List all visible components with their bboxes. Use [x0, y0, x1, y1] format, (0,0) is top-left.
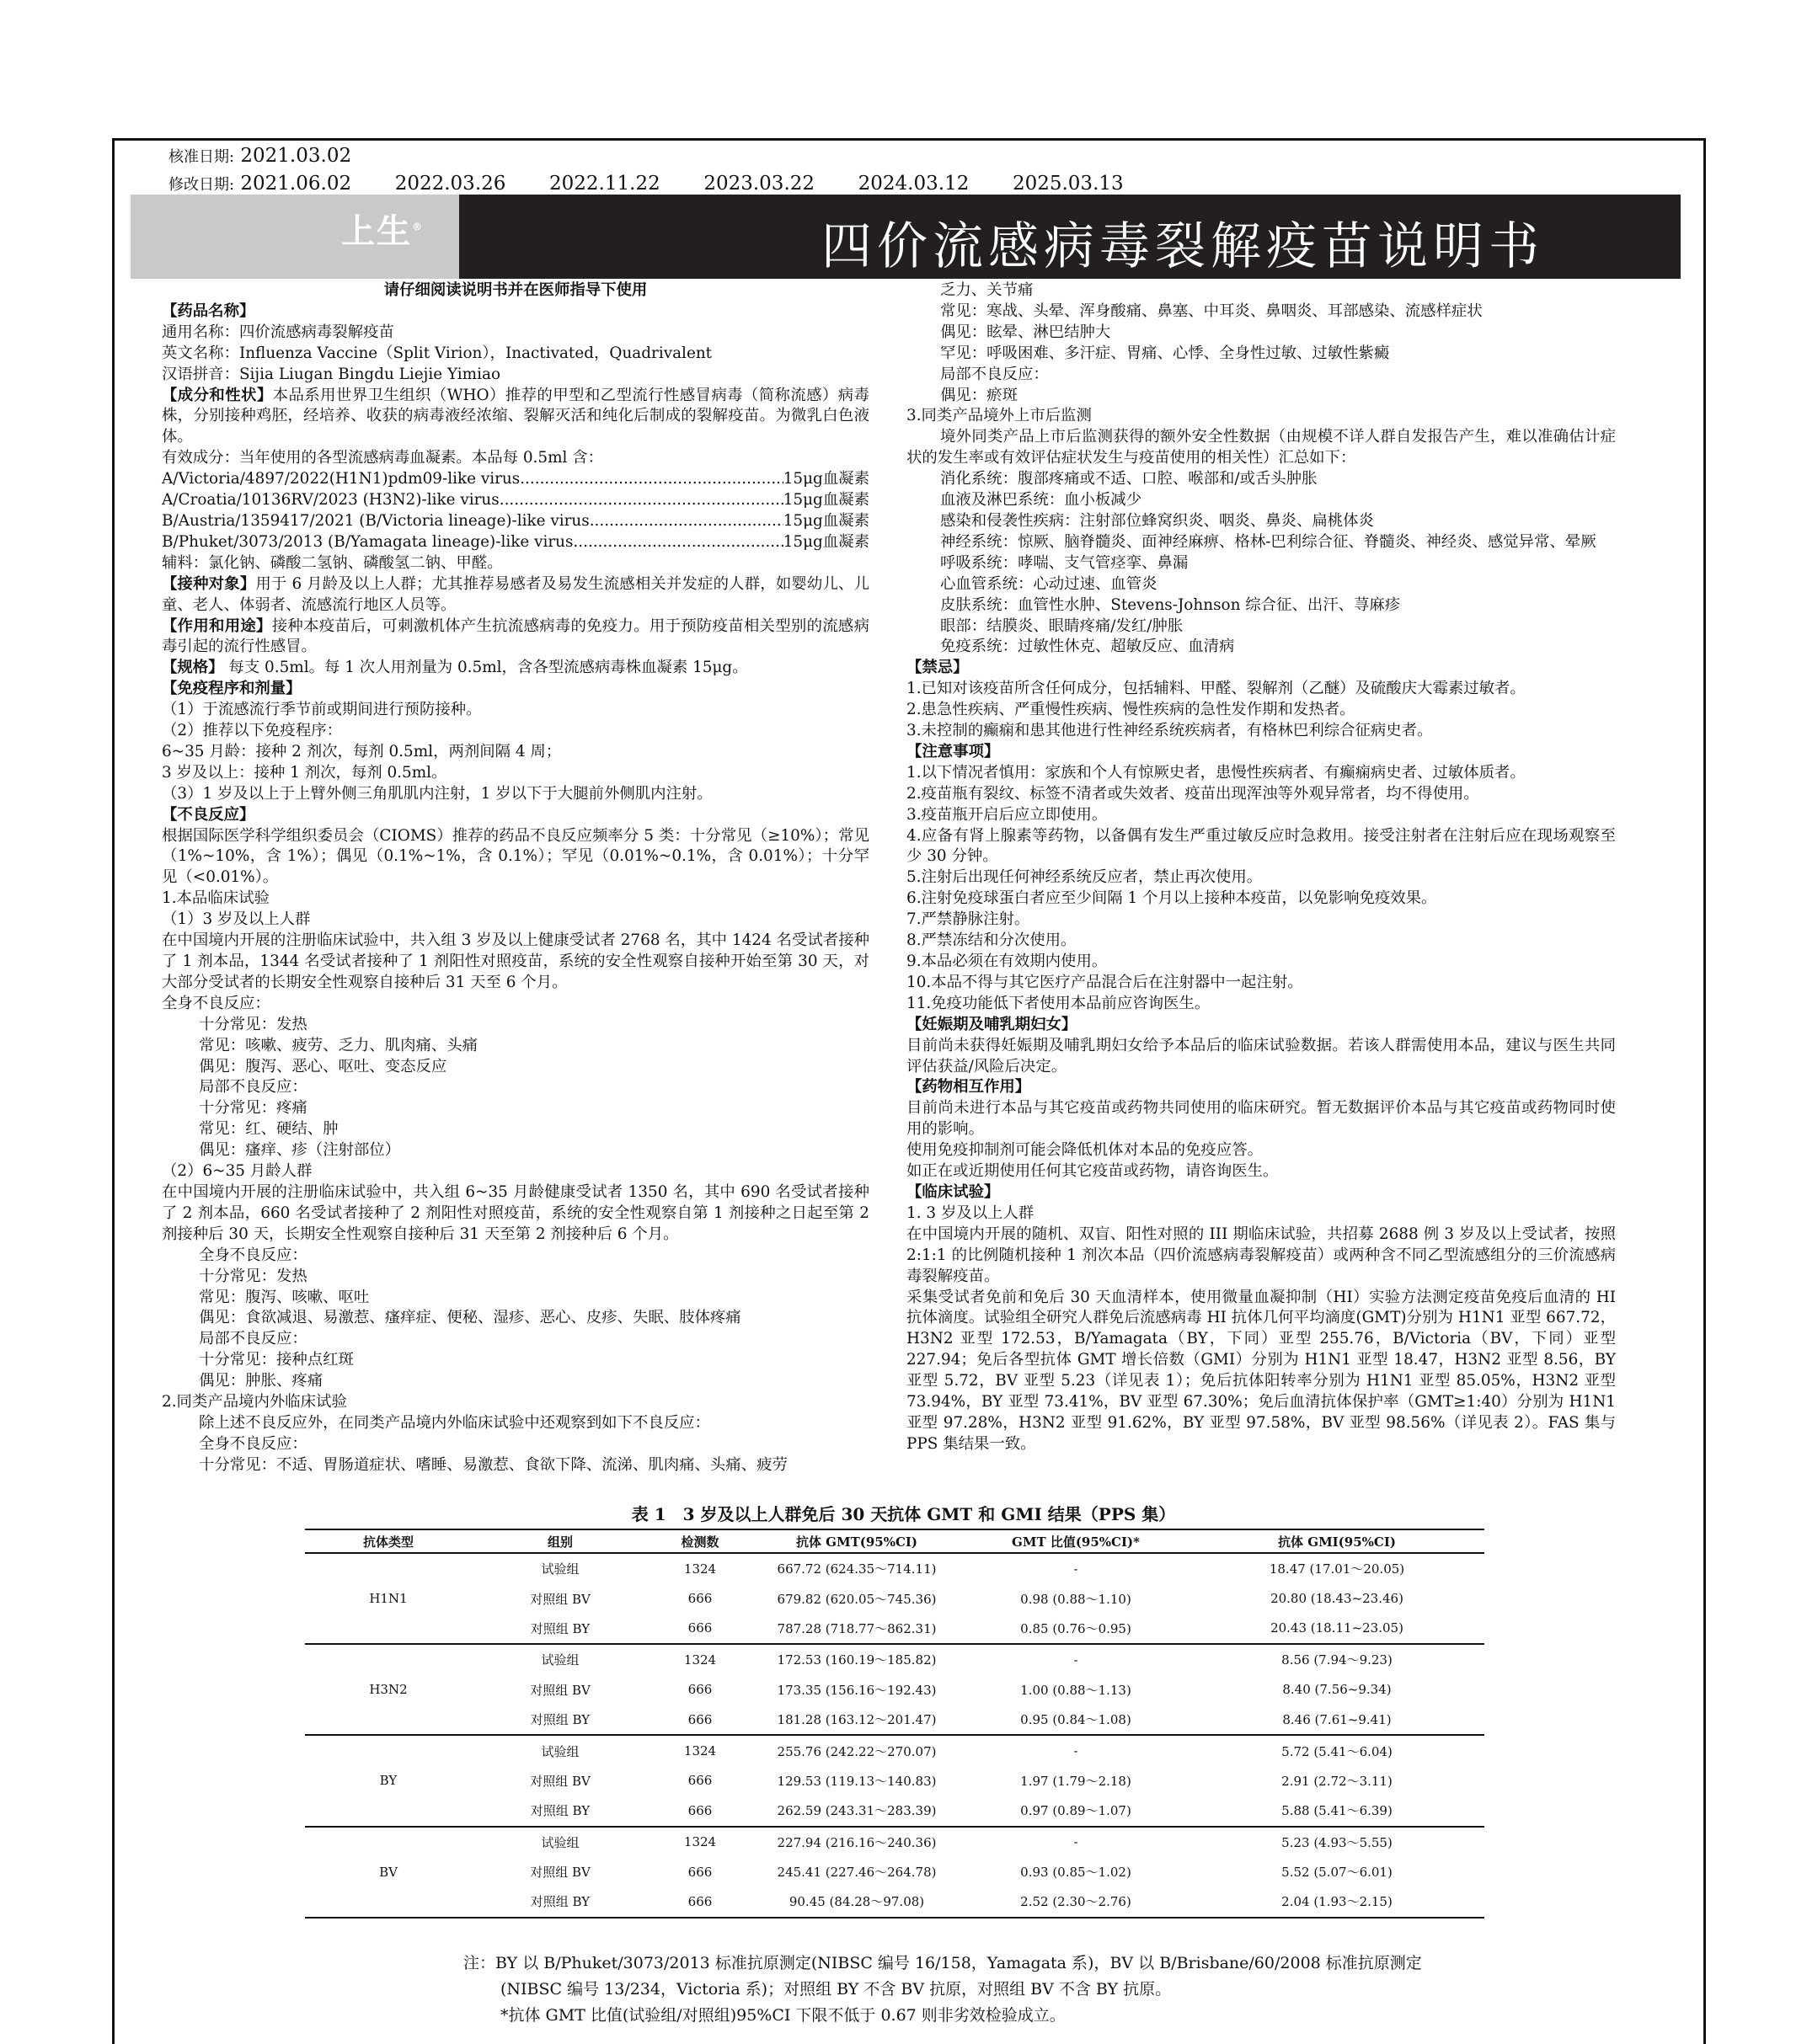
text-line: 1.以下情况者慎用：家族和个人有惊厥史者，患慢性疾病者、有癫痫病史者、过敏体质者。	[906, 763, 1526, 782]
paragraph: 采集受试者免前和免后 30 天血清样本，使用微量血凝抑制（HI）实验方法测定疫苗免疫后血清的 HI 抗体滴度。试验组全研究人群免后流感病毒 HI 抗体几何平均滴度(GMT)分别为 H1N1 亚型 667.72，H3N2 亚型 172.53，B/Yamagata（BY，下同）亚型 255.76，B/Victoria（BV，下同）亚型 227.94；免后各型抗体 GMT 增长倍数（GMI）分别为 H1N1 亚型 18.47，H3N2 亚型 8.56，BY 亚型 5.72，BV 亚型 5.23（详见表 1）；免后抗体阳转率分别为 H1N1 亚型 85.05%，H3N2 亚型 73.94%，BY 亚型 73.41%，BV 亚型 67.30%；免后血清抗体保护率（GMT≥1:40）分别为 H1N1 亚型 97.28%，H3N2 亚型 91.62%，BY 亚型 97.58%，BV 亚型 98.56%（详见表 2）。FAS 集与 PPS 集结果一致。	[906, 1288, 1616, 1453]
paragraph: 目前尚未进行本品与其它疫苗或药物共同使用的临床研究。暂无数据评价本品与其它疫苗或药物同时使用的影响。	[906, 1099, 1616, 1139]
paragraph: 神经系统：惊厥、脑脊髓炎、面神经麻痹、格林-巴利综合征、脊髓炎、神经炎、感觉异常、晕厥	[940, 532, 1596, 551]
table-caption: 表 1 3 岁及以上人群免后 30 天抗体 GMT 和 GMI 结果（PPS 集）	[631, 1504, 1176, 1524]
revision-date: 2022.11.22	[549, 173, 660, 195]
column-header: 抗体类型	[305, 1529, 472, 1553]
text-line: 偶见：肿胀、疼痛	[199, 1372, 323, 1390]
column-header: 抗体 GMT(95%CI)	[751, 1529, 962, 1553]
table-header-row	[305, 1529, 1484, 1553]
text-line: 10.本品不得与其它医疗产品混合后在注射器中一起注射。	[906, 973, 1303, 991]
text-line: 免疫系统：过敏性休克、超敏反应、血清病	[940, 638, 1235, 656]
table-row	[305, 1857, 1484, 1887]
strain-line: B/Phuket/3073/2013 (B/Yamagata lineage)-like virus ..... 15μg血凝素	[162, 532, 869, 553]
table-cell: 8.46 (7.61~9.41)	[1190, 1705, 1484, 1735]
table-cell: 试验组	[541, 1652, 580, 1668]
table-cell: 0.93 (0.85～1.02)	[1020, 1865, 1131, 1881]
title-bar	[459, 195, 1681, 279]
text-line: 3.未控制的癫痫和患其他进行性神经系统疾病者，有格林巴利综合征病史者。	[906, 722, 1433, 740]
table-cell: 2.52 (2.30～2.76)	[962, 1887, 1190, 1917]
revision-date: 2023.03.22	[703, 173, 815, 195]
table-cell: 2.04 (1.93～2.15)	[1190, 1887, 1484, 1917]
antibody-type-cell: BY	[305, 1735, 472, 1826]
table-row	[305, 1887, 1484, 1917]
table-cell: 对照组 BY	[472, 1796, 649, 1826]
table-cell: 2.91 (2.72～3.11)	[1281, 1773, 1393, 1789]
approval-date-line	[168, 145, 351, 167]
section-heading: 【临床试验】	[906, 1182, 1000, 1201]
text-line: 有效成分：当年使用的各型流感病毒血凝素。本品每 0.5ml 含：	[162, 449, 604, 467]
text-line: 11.免疫功能低下者使用本品前应咨询医生。	[906, 994, 1211, 1012]
table-cell: 20.80 (18.43~23.46)	[1270, 1591, 1403, 1607]
table-cell: 对照组 BV	[530, 1682, 591, 1698]
paragraph: 【规格】 每支 0.5ml。每 1 次人用剂量为 0.5ml，含各型流感病毒株血凝素 15μg。	[162, 659, 748, 677]
text-line: （3）1 岁及以上于上臂外侧三角肌肌内注射，1 岁以下于大腿前外侧肌内注射。	[162, 784, 713, 803]
section-heading: 【不良反应】	[162, 805, 255, 824]
revision-date: 2025.03.13	[1012, 173, 1124, 195]
table-cell: 227.94 (216.16～240.36)	[777, 1834, 937, 1850]
text-line: 十分常见：发热	[199, 1267, 307, 1285]
table-cell: 666	[649, 1887, 751, 1917]
table-cell: 172.53 (160.19～185.82)	[777, 1652, 937, 1668]
table-notes	[463, 1951, 1727, 2029]
table-cell: 1.97 (1.79～2.18)	[1020, 1773, 1131, 1789]
text-line: 7.严禁静脉注射。	[906, 910, 1030, 929]
table-row	[305, 1553, 1484, 1583]
text-line: 9.本品必须在有效期内使用。	[906, 953, 1108, 970]
text-line: 皮肤系统：血管性水肿、Stevens-Johnson 综合征、出汗、荨麻疹	[940, 595, 1401, 614]
table-cell: 20.43 (18.11~23.05)	[1190, 1614, 1484, 1644]
table-cell: 5.72 (5.41～6.04)	[1281, 1743, 1393, 1759]
table-cell: 679.82 (620.05～745.36)	[777, 1591, 937, 1607]
table-cell: 试验组	[541, 1834, 580, 1850]
table-cell: 试验组	[541, 1561, 580, 1577]
table-cell: -	[1073, 1561, 1078, 1577]
table-cell: 对照组 BV	[530, 1865, 591, 1881]
paragraph: 根据国际医学科学组织委员会（CIOMS）推荐的药品不良反应频率分 5 类：十分常见（≥10%）；常见（1%~10%，含 1%）；偶见（0.1%~1%，含 0.1%）；罕见（0.01%~0.1%，含 0.01%）；十分罕见（<0.01%）。	[162, 826, 869, 887]
table-cell: 262.59 (243.31～283.39)	[751, 1796, 962, 1826]
paragraph: 目前尚未获得妊娠期及哺乳期妇女给予本品后的临床试验数据。若该人群需使用本品，建议与医生共同评估获益/风险后决定。	[906, 1036, 1616, 1075]
text-line: 乏力、关节痛	[940, 281, 1034, 299]
text-line: 常见：寒战、头晕、浑身酸痛、鼻塞、中耳炎、鼻咽炎、耳部感染、流感样症状	[940, 302, 1483, 320]
text-line: 偶见：瘙痒、疹（注射部位）	[199, 1141, 401, 1160]
column-header: GMT 比值(95%CI)*	[962, 1529, 1190, 1553]
text-line: （2）6~35 月龄人群	[162, 1162, 313, 1181]
column-header: 抗体 GMI(95%CI)	[1190, 1529, 1484, 1553]
text-line: 3 岁及以上：接种 1 剂次，每剂 0.5ml。	[162, 763, 447, 782]
text-line: 常见：咳嗽、疲劳、乏力、肌肉痛、头痛	[199, 1036, 478, 1054]
table-cell: 0.95 (0.84～1.08)	[962, 1705, 1190, 1735]
text-line: 十分常见：不适、胃肠道症状、嗜睡、易激惹、食欲下降、流涕、肌肉痛、头痛、疲劳	[199, 1455, 788, 1474]
table-cell: 5.23 (4.93～5.55)	[1281, 1834, 1393, 1850]
reading-notice: 请仔细阅读说明书并在医师指导下使用	[383, 281, 648, 299]
table-cell: 1324	[683, 1743, 717, 1759]
text-line: 全身不良反应：	[199, 1246, 307, 1264]
text-line: 消化系统：腹部疼痛或不适、口腔、喉部和/或舌头肿胀	[940, 470, 1318, 488]
table-cell: 666	[649, 1705, 751, 1735]
paragraph: 【作用和用途】接种本疫苗后，可刺激机体产生抗流感病毒的免疫力。用于预防疫苗相关型别的流感病毒引起的流行性感冒。	[162, 616, 869, 656]
text-line: 1. 3 岁及以上人群	[906, 1203, 1034, 1222]
document-title: 四价流感病毒裂解疫苗说明书	[821, 217, 1544, 276]
text-line: 6.注射免疫球蛋白者应至少间隔 1 个月以上接种本疫苗，以免影响免疫效果。	[906, 889, 1437, 908]
section-heading: 【免疫程序和剂量】	[162, 680, 302, 698]
table-row	[305, 1796, 1484, 1826]
text-line: 如正在或近期使用任何其它疫苗或药物，请咨询医生。	[906, 1162, 1279, 1181]
antibody-type-cell: H1N1	[305, 1553, 472, 1644]
table-row	[305, 1675, 1484, 1705]
section-heading: 【药物相互作用】	[906, 1078, 1031, 1097]
table-cell: 5.52 (5.07～6.01)	[1281, 1865, 1393, 1881]
table-cell: 对照组 BV	[530, 1773, 591, 1789]
text-line: 十分常见：疼痛	[199, 1099, 307, 1118]
section-heading: 【作用和用途】	[162, 616, 272, 635]
note-line: 注：BY 以 B/Phuket/3073/2013 标准抗原测定(NIBSC 编号 16/158，Yamagata 系)，BV 以 B/Brisbane/60/2008 标准抗原测定	[463, 1954, 1422, 1972]
text-line: 除上述不良反应外，在同类产品境内外临床试验中还观察到如下不良反应：	[199, 1413, 710, 1432]
table-cell: 1324	[683, 1834, 717, 1850]
section-heading: 【接种对象】	[162, 574, 256, 593]
text-line: 使用免疫抑制剂可能会降低机体对本品的免疫应答。	[906, 1141, 1263, 1160]
section-heading: 【注意事项】	[906, 742, 1000, 760]
text-line: 全身不良反应：	[162, 994, 270, 1012]
text-line: 血液及淋巴系统：血小板减少	[940, 491, 1142, 510]
text-line: 3.同类产品境外上市后监测	[906, 407, 1092, 425]
section-heading: 【妊娠期及哺乳期妇女】	[906, 1015, 1077, 1033]
table-cell: 667.72 (624.35～714.11)	[777, 1561, 937, 1577]
paragraph: 境外同类产品上市后监测获得的额外安全性数据（由规模不详人群自发报告产生，难以准确估计症状的发生率或有效评估症状发生与疫苗使用的相关性）汇总如下：	[906, 428, 1616, 467]
text-line: 2.疫苗瓶有裂纹、标签不清者或失效者、疫苗出现浑浊等外观异常者，均不得使用。	[906, 784, 1479, 803]
text-line: 十分常见：发热	[199, 1015, 307, 1033]
revision-date: 2022.03.26	[394, 173, 506, 195]
table-cell: 787.28 (718.77～862.31)	[751, 1614, 962, 1644]
table-row	[305, 1583, 1484, 1613]
table-cell: 1324	[683, 1652, 717, 1668]
table-cell: 8.56 (7.94～9.23)	[1281, 1652, 1393, 1668]
table-cell: -	[1073, 1743, 1078, 1759]
text-line: 眼部：结膜炎、眼睛疼痛/发红/肿胀	[940, 616, 1184, 635]
right-column	[906, 280, 1616, 1455]
antibody-type-cell: BV	[305, 1827, 472, 1918]
table-cell: 666	[687, 1682, 713, 1698]
approval-date: 2021.03.02	[240, 145, 352, 167]
table-cell: 1.00 (0.88～1.13)	[1020, 1682, 1131, 1698]
table-cell: 129.53 (119.13～140.83)	[777, 1773, 937, 1789]
paragraph: 【接种对象】用于 6 月龄及以上人群；尤其推荐易感者及易发生流感相关并发症的人群，如婴幼儿、儿童、老人、体弱者、流感流行地区人员等。	[162, 574, 869, 614]
table-row	[305, 1705, 1484, 1735]
text-line: 感染和侵袭性疾病：注射部位蜂窝织炎、咽炎、鼻炎、扁桃体炎	[940, 511, 1374, 530]
table-cell: 666	[649, 1796, 751, 1826]
paragraph: 【成分和性状】本品系用世界卫生组织（WHO）推荐的甲型和乙型流行性感冒病毒（简称流感）病毒株，分别接种鸡胚，经培养、收获的病毒液经浓缩、裂解灭活和纯化后制成的裂解疫苗。为微乳白色液体。	[162, 386, 869, 446]
table-cell: 666	[649, 1614, 751, 1644]
text-line: （1）3 岁及以上人群	[162, 910, 311, 929]
table-cell: 1324	[683, 1561, 717, 1577]
text-line: 全身不良反应：	[199, 1434, 307, 1453]
text-line: 偶见：瘀斑	[940, 386, 1018, 404]
table-cell: 试验组	[541, 1743, 580, 1759]
text-line: 常见：腹泻、咳嗽、呕吐	[199, 1288, 370, 1306]
text-line: 2.同类产品境内外临床试验	[162, 1393, 347, 1412]
strain-line: B/Austria/1359417/2021 (B/Victoria lineage)-like virus ..... 15μg血凝素	[162, 511, 869, 532]
title-banner	[131, 195, 1681, 279]
text-line: 2.患急性疾病、严重慢性疾病、慢性疾病的急性发作期和发热者。	[906, 701, 1355, 719]
table-row	[305, 1735, 1484, 1765]
table-cell: 666	[687, 1591, 713, 1607]
text-line: 英文名称：Influenza Vaccine（Split Virion），Inactivated，Quadrivalent	[162, 344, 713, 362]
text-line: 偶见：眩晕、淋巴结肿大	[940, 323, 1111, 341]
text-line: 常见：红、硬结、肿	[199, 1120, 339, 1139]
text-line: （2）推荐以下免疫程序：	[162, 722, 342, 740]
text-line: （1）于流感流行季节前或期间进行预防接种。	[162, 701, 482, 719]
text-line: 局部不良反应：	[940, 365, 1049, 383]
table-cell: 245.41 (227.46～264.78)	[777, 1865, 937, 1881]
text-line: 5.注射后出现任何神经系统反应者，禁止再次使用。	[906, 868, 1263, 887]
text-line: 8.严禁冻结和分次使用。	[906, 931, 1077, 950]
strain-line: A/Victoria/4897/2022(H1N1)pdm09-like virus ..... 15μg血凝素	[162, 469, 869, 490]
text-line: 1.本品临床试验	[162, 889, 270, 908]
text-line: 罕见：呼吸困难、多汗症、胃痛、心悸、全身性过敏、过敏性紫癜	[940, 344, 1390, 362]
table-row	[305, 1644, 1484, 1674]
section-heading: 【禁忌】	[906, 659, 969, 677]
table-cell: 255.76 (242.22～270.07)	[777, 1743, 937, 1759]
table-cell: 181.28 (163.12～201.47)	[751, 1705, 962, 1735]
antibody-type-cell: H3N2	[305, 1644, 472, 1735]
paragraph: 在中国境内开展的随机、双盲、阳性对照的 III 期临床试验，共招募 2688 例 3 岁及以上受试者，按照 2:1:1 的比例随机接种 1 剂次本品（四价流感病毒裂解疫苗）或两种含不同乙型流感组分的三价流感病毒裂解疫苗。	[906, 1225, 1616, 1285]
table-cell: 666	[687, 1773, 713, 1789]
text-line: 局部不良反应：	[199, 1330, 307, 1348]
logo-area	[131, 195, 459, 279]
table-cell: 8.40 (7.56~9.34)	[1282, 1682, 1392, 1698]
table-cell: 0.85 (0.76～0.95)	[962, 1614, 1190, 1644]
approval-date-label: 核准日期:	[168, 148, 235, 166]
table-cell: 5.88 (5.41～6.39)	[1190, 1796, 1484, 1826]
table-cell: 对照组 BY	[472, 1705, 649, 1735]
note-line: *抗体 GMT 比值(试验组/对照组)95%CI 下限不低于 0.67 则非劣效检验成立。	[500, 2006, 1066, 2025]
text-line: 偶见：食欲减退、易激惹、瘙痒症、便秘、湿疹、恶心、皮疹、失眠、肢体疼痛	[199, 1309, 741, 1327]
table-cell: -	[1073, 1652, 1078, 1668]
text-line: 3.疫苗瓶开启后应立即使用。	[906, 805, 1108, 824]
table-cell: 666	[687, 1864, 713, 1880]
left-column	[162, 280, 869, 1476]
text-line: 汉语拼音：Sijia Liugan Bingdu Liejie Yimiao	[162, 365, 501, 383]
table-cell: 18.47 (17.01～20.05)	[1269, 1561, 1405, 1577]
text-line: 呼吸系统：哮喘、支气管痉挛、鼻漏	[940, 553, 1189, 572]
paragraph: 在中国境内开展的注册临床试验中，共入组 3 岁及以上健康受试者 2768 名，其中 1424 名受试者接种了 1 剂本品，1344 名受试者接种了 1 剂阳性对照疫苗，系统的安全性观察自接种开始至第 30 天，对大部分受试者的长期安全性观察自接种后 31 天至 6 个月。	[162, 931, 869, 991]
text-line: 偶见：腹泻、恶心、呕吐、变态反应	[199, 1057, 447, 1075]
strain-line: A/Croatia/10136RV/2023 (H3N2)-like virus ..... 15μg血凝素	[162, 490, 869, 511]
section-heading: 【成分和性状】	[162, 386, 273, 404]
table-cell: 对照组 BY	[472, 1614, 649, 1644]
revision-date: 2021.06.02	[240, 173, 352, 195]
revision-date-label: 修改日期:	[168, 176, 235, 194]
paragraph: 4.应备有肾上腺素等药物，以备偶有发生严重过敏反应时急救用。接受注射者在注射后应在现场观察至少 30 分钟。	[906, 826, 1616, 866]
table-row	[305, 1766, 1484, 1796]
table-row	[305, 1614, 1484, 1644]
table-cell: 0.97 (0.89～1.07)	[962, 1796, 1190, 1826]
table-cell: 90.45 (84.28～97.08)	[751, 1887, 962, 1917]
text-line: 心血管系统：心动过速、血管炎	[940, 574, 1157, 593]
text-line: 通用名称：四价流感病毒裂解疫苗	[162, 323, 394, 341]
note-line: (NIBSC 编号 13/234，Victoria 系)；对照组 BY 不含 BV 抗原，对照组 BV 不含 BY 抗原。	[500, 1980, 1172, 1999]
paragraph: 在中国境内开展的注册临床试验中，共入组 6~35 月龄健康受试者 1350 名，其中 690 名受试者接种了 2 剂本品，660 名受试者接种了 2 剂阳性对照疫苗，系统的安全性观察自第 1 剂接种之日起至第 2 剂接种后 30 天，长期安全性观察自接种后 31 天至第 2 剂接种后 6 个月。	[162, 1182, 869, 1243]
column-header: 组别	[472, 1529, 649, 1553]
table-cell: 对照组 BV	[530, 1591, 591, 1607]
table-cell: 173.35 (156.16～192.43)	[777, 1682, 937, 1698]
table-cell: 对照组 BY	[472, 1887, 649, 1917]
table-cell: 0.98 (0.88～1.10)	[1020, 1591, 1131, 1607]
text-line: 辅料：氯化钠、磷酸二氢钠、磷酸氢二钠、甲醛。	[162, 553, 503, 572]
section-heading: 【药品名称】	[162, 302, 255, 320]
table-cell: -	[1073, 1834, 1078, 1850]
revision-date-line	[168, 173, 1161, 195]
text-line: 局部不良反应：	[199, 1078, 307, 1097]
revision-date: 2024.03.12	[858, 173, 970, 195]
results-table	[305, 1529, 1484, 1919]
text-line: 6~35 月龄：接种 2 剂次，每剂 0.5ml，两剂间隔 4 周；	[162, 742, 562, 760]
brand-logo: 上生®	[341, 212, 424, 251]
table-row	[305, 1827, 1484, 1857]
text-line: 十分常见：接种点红斑	[199, 1351, 354, 1369]
text-line: 1.已知对该疫苗所含任何成分，包括辅料、甲醛、裂解剂（乙醚）及硫酸庆大霉素过敏者。	[906, 680, 1526, 698]
section-heading: 【规格】	[162, 659, 224, 677]
column-header: 检测数	[649, 1529, 751, 1553]
